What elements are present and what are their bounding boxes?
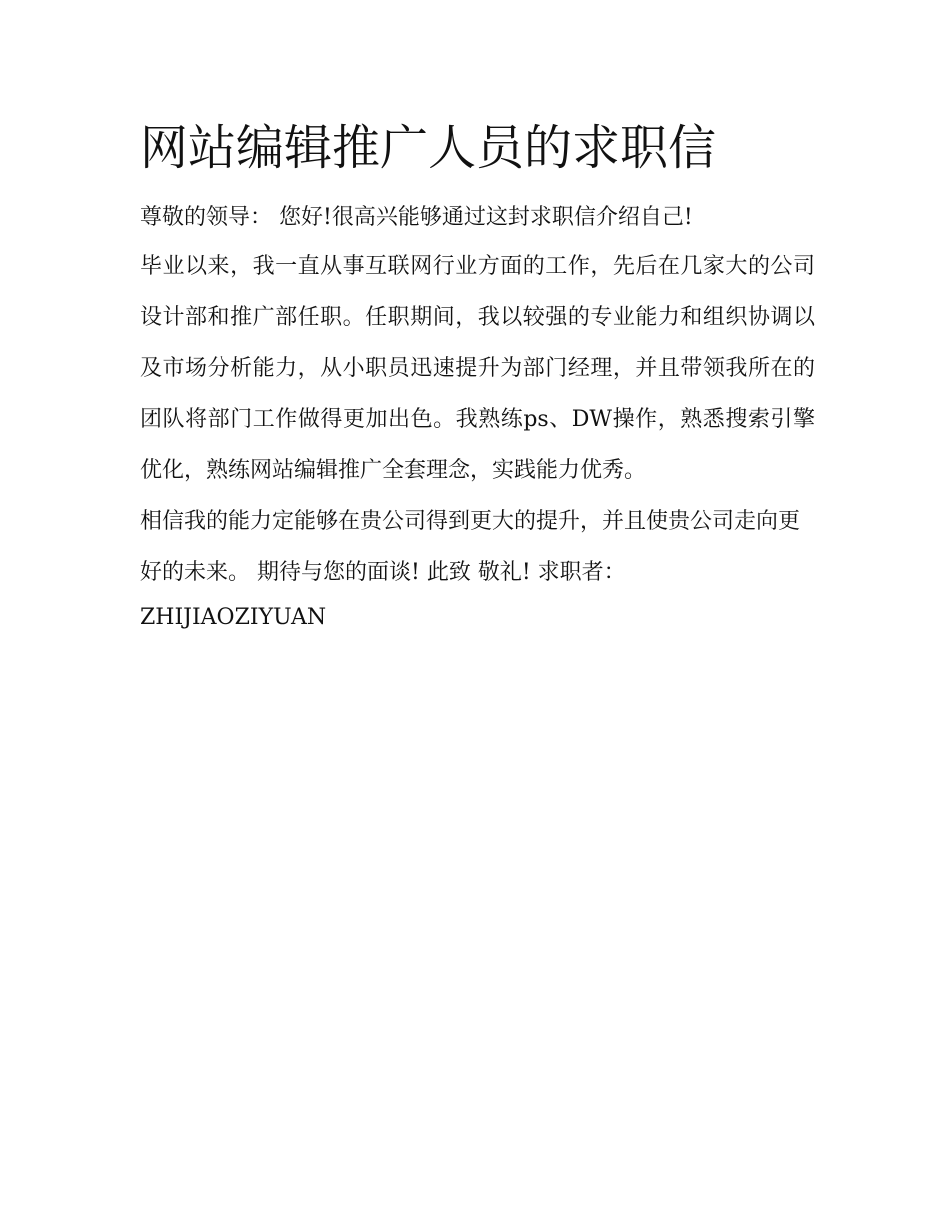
document-body — [140, 112, 815, 638]
greeting-paragraph: 尊敬的领导： 您好!很高兴能够通过这封求职信介绍自己! — [140, 205, 693, 230]
experience-paragraph: 毕业以来，我一直从事互联网行业方面的工作，先后在几家大的公司设计部和推广部任职。任职期间，我以较强的专业能力和组织协调以及市场分析能力，从小职员迅速提升为部门经理，并且带领我所在的团队将部门工作做得更加出色。我熟练ps、DW操作，熟悉搜索引擎优化，熟练网站编辑推广全套理念，实践能力优秀。 — [140, 254, 815, 483]
signer-name: ZHIJIAOZIYUAN — [140, 605, 327, 630]
closing-paragraph: 相信我的能力定能够在贵公司得到更大的提升，并且使贵公司走向更好的未来。 期待与您的面谈! 此致 敬礼! 求职者： — [140, 509, 801, 585]
document-title: 网站编辑推广人员的求职信 — [140, 120, 717, 176]
